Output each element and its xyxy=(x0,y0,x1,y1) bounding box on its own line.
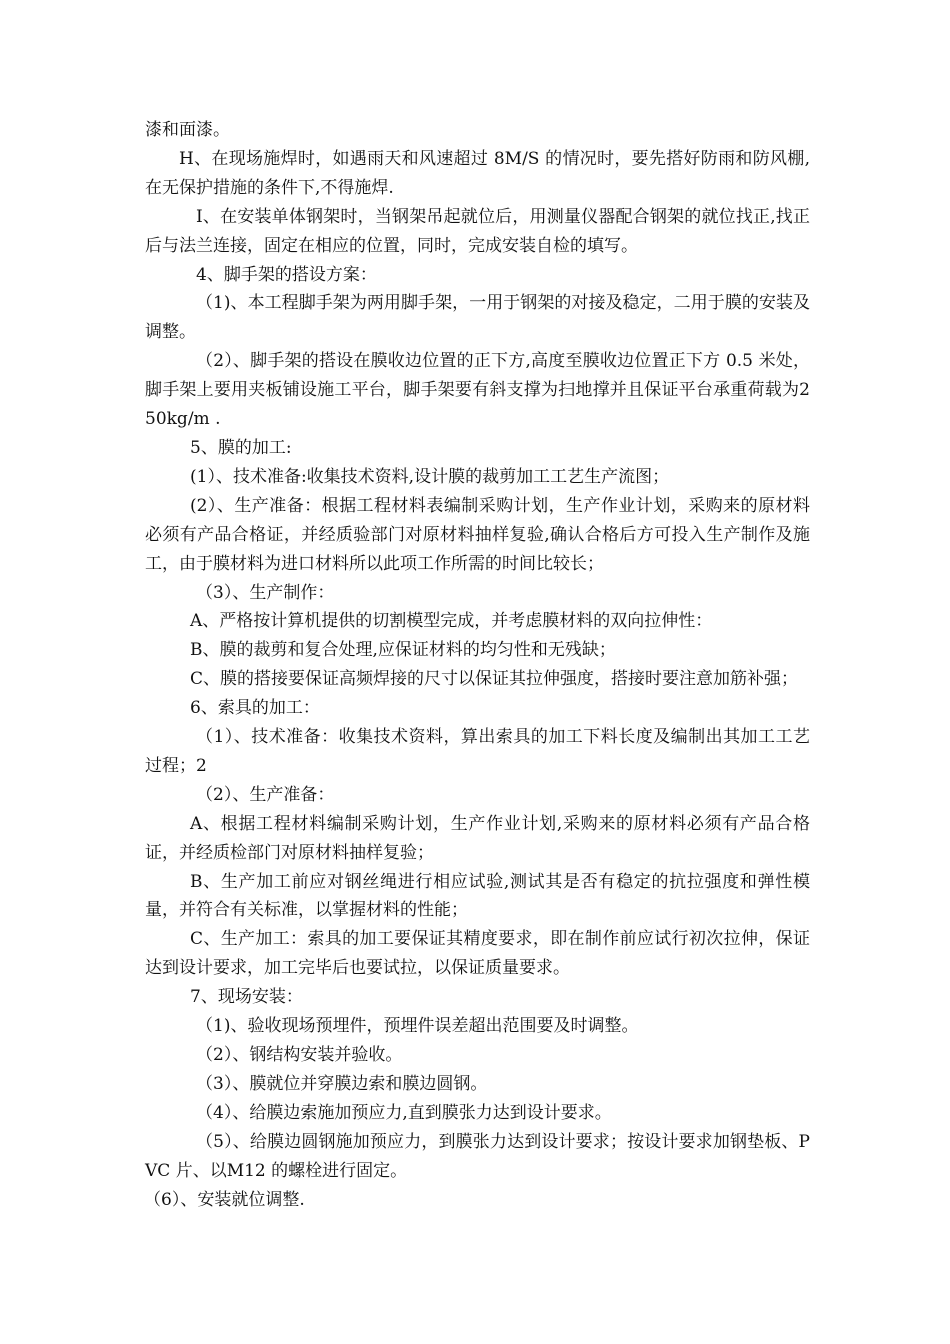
paragraph: A、根据工程材料编制采购计划，生产作业计划,采购来的原材料必须有产品合格证，并经质检部门对原材料抽样复验； xyxy=(145,813,810,863)
paragraph: A、严格按计算机提供的切割模型完成，并考虑膜材料的双向拉伸性： xyxy=(190,611,713,632)
paragraph: C、膜的搭接要保证高频焊接的尺寸以保证其拉伸强度，搭接时要注意加筋补强； xyxy=(190,669,799,690)
paragraph: （2）、生产准备： xyxy=(196,784,335,805)
paragraph: （5）、给膜边圆钢施加预应力，到膜张力达到设计要求；按设计要求加钢垫板、PVC 片、以M12 的螺栓进行固定。 xyxy=(145,1131,810,1181)
paragraph: （2）、脚手架的搭设在膜收边位置的正下方,高度至膜收边位置正下方 0.5 米处，脚手架上要用夹板铺设施工平台，脚手架要有斜支撑为扫地撑并且保证平台承重荷载为250kg/m . xyxy=(145,351,810,430)
paragraph: （3）、生产制作： xyxy=(196,582,335,603)
paragraph: （1)、本工程脚手架为两用脚手架，一用于钢架的对接及稳定，二用于膜的安装及调整。 xyxy=(145,293,810,343)
paragraph: 4、脚手架的搭设方案： xyxy=(196,264,377,285)
paragraph: B、膜的裁剪和复合处理,应保证材料的均匀性和无残缺； xyxy=(190,640,616,661)
paragraph: （1)、验收现场预埋件，预埋件误差超出范围要及时调整。 xyxy=(196,1016,639,1037)
paragraph: (2）、生产准备：根据工程材料表编制采购计划，生产作业计划，采购来的原材料必须有产品合格证，并经质验部门对原材料抽样复验,确认合格后方可投入生产制作及施工，由于膜材料为进口材料所以此项工作所需的时间比较长； xyxy=(145,495,810,574)
paragraph: （6）、安装就位调整. xyxy=(144,1189,305,1210)
paragraph: （2）、钢结构安装并验收。 xyxy=(196,1045,403,1065)
paragraph: （4）、给膜边索施加预应力,直到膜张力达到设计要求。 xyxy=(196,1102,612,1123)
paragraph: I、在安装单体钢架时，当钢架吊起就位后，用测量仪器配合钢架的就位找正,找正后与法兰连接，固定在相应的位置，同时，完成安装自检的填写。 xyxy=(145,206,810,256)
paragraph: (1）、技术准备:收集技术资料,设计膜的裁剪加工工艺生产流图； xyxy=(190,466,670,487)
paragraph: C、生产加工：索具的加工要保证其精度要求，即在制作前应试行初次拉伸，保证达到设计要求，加工完毕后也要试拉，以保证质量要求。 xyxy=(145,929,810,979)
paragraph: （1）、技术准备：收集技术资料，算出索具的加工下料长度及编制出其加工工艺过程；2 xyxy=(145,727,810,776)
document-body xyxy=(145,116,810,1214)
paragraph: 6、索具的加工： xyxy=(190,698,320,719)
paragraph: （3）、膜就位并穿膜边索和膜边圆钢。 xyxy=(196,1073,488,1094)
paragraph: B、生产加工前应对钢丝绳进行相应试验,测试其是否有稳定的抗拉强度和弹性模量，并符合有关标准，以掌握材料的性能； xyxy=(145,871,810,921)
paragraph: 7、现场安装： xyxy=(190,987,303,1008)
paragraph: H、在现场施焊时，如遇雨天和风速超过 8M/S 的情况时，要先搭好防雨和防风棚,在无保护措施的条件下,不得施焊. xyxy=(145,148,810,198)
paragraph: 漆和面漆。 xyxy=(145,120,230,140)
paragraph: 5、膜的加工: xyxy=(190,437,292,458)
